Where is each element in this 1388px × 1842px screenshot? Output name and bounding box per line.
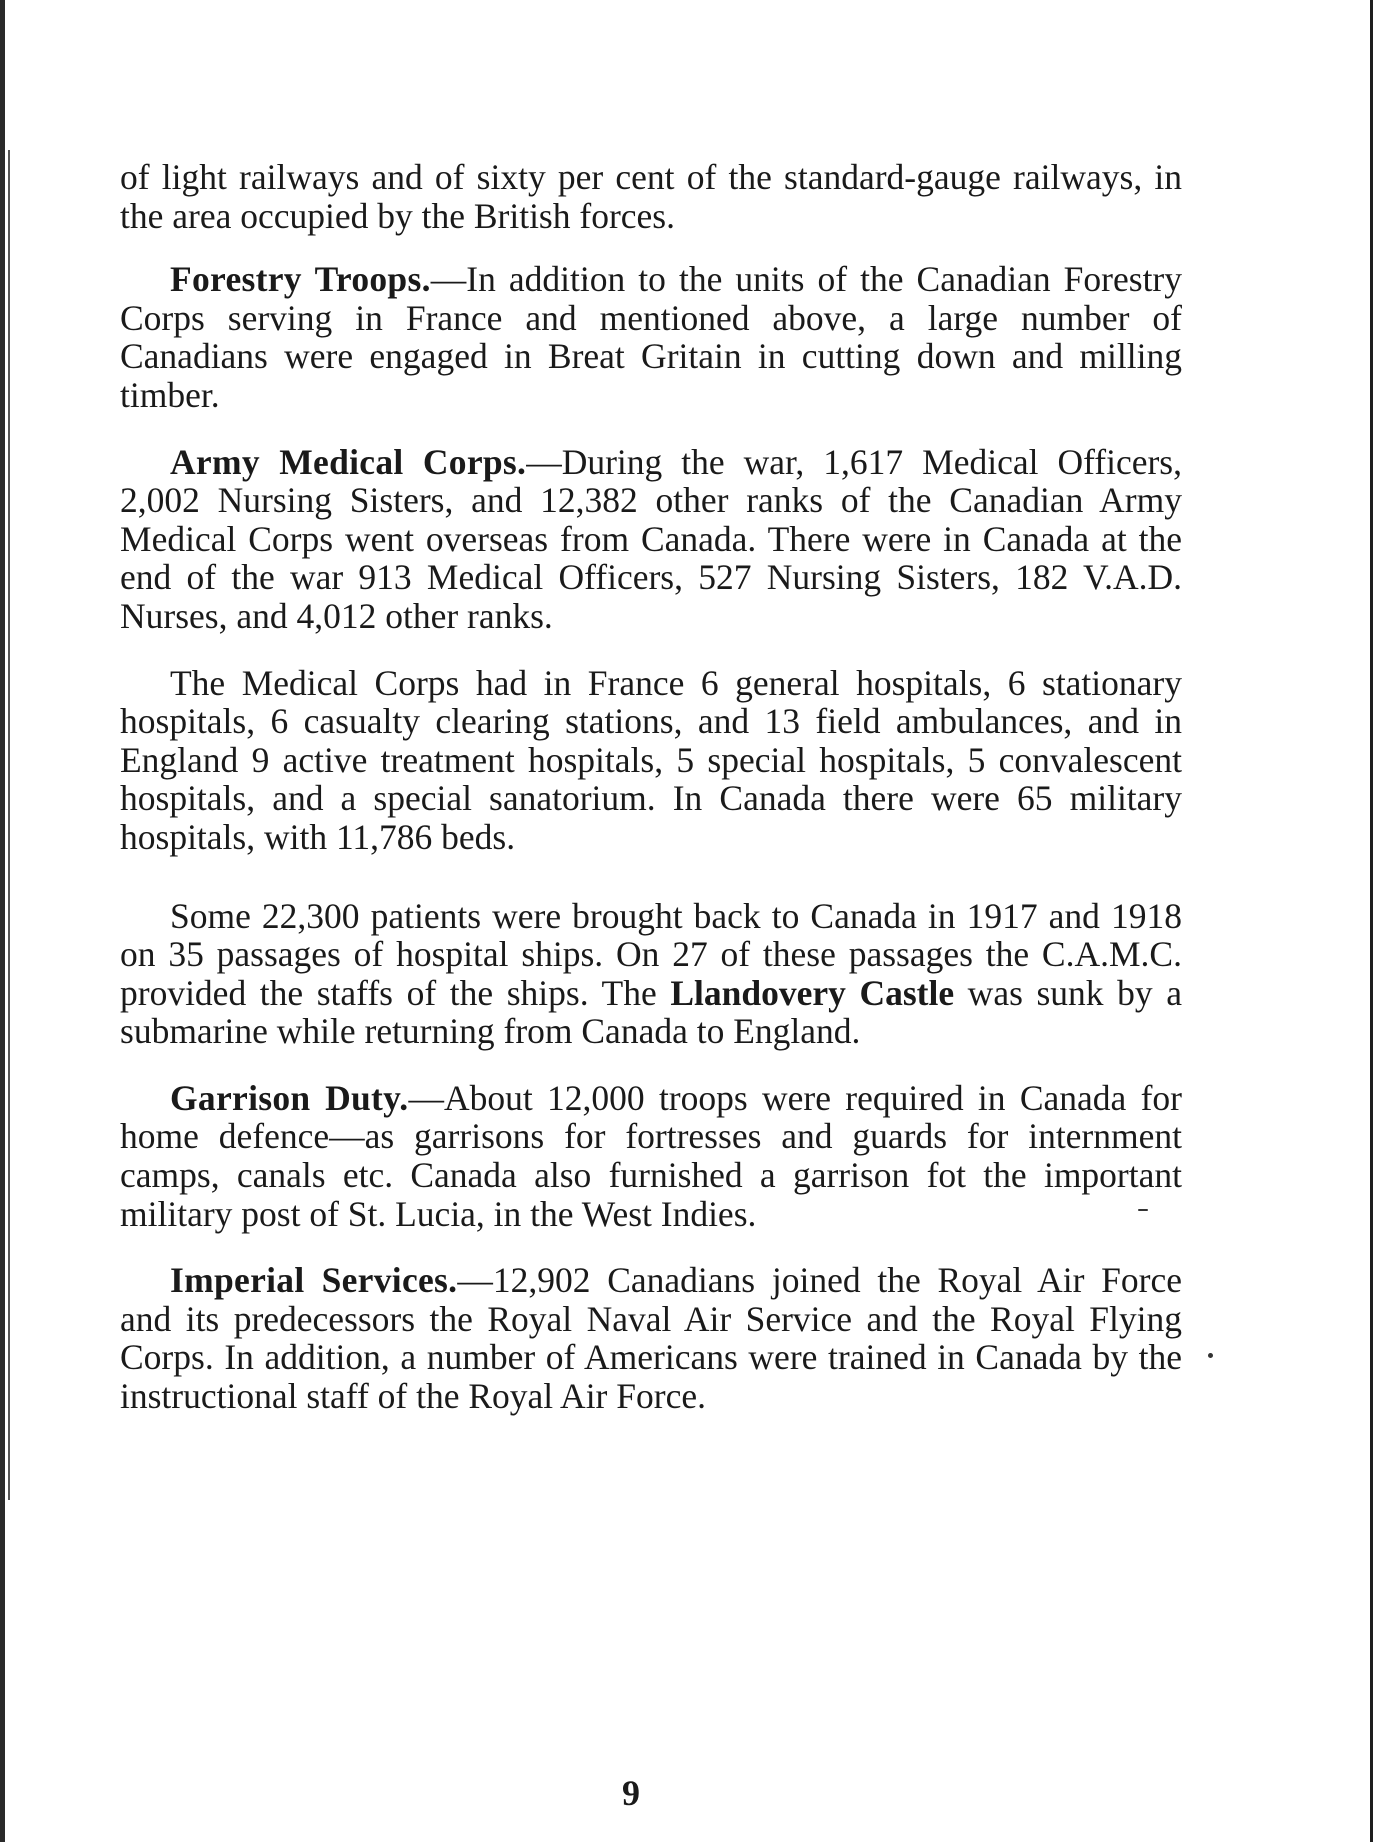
paragraph-text: —During the war, 1,617 Medical Officers, 2,002 Nursing Sisters, and 12,382 other ranks of the Canadian Army Medical Corps went overseas from Canada. There were in Canada at the end of the war 913 Medical Officers, 527 Nursing Sisters, 182 V.A.D. Nurses, and 4,012 other ranks.: [120, 441, 1182, 636]
scan-left-border-inner: [8, 150, 10, 1500]
scan-left-border: [0, 0, 5, 1842]
paragraph-medical-hospitals: [120, 664, 1182, 857]
section-heading: Imperial Services.: [170, 1260, 458, 1301]
scan-speck: [1208, 1353, 1213, 1358]
scan-right-border: [1370, 0, 1373, 1842]
paragraph-text: of light railways and of sixty per cent of the standard-gauge railways, in the area occupied by the British forces.: [120, 157, 1182, 236]
paragraph-text: —In addition to the units of the Canadian Forestry Corps serving in France and mentioned above, a large number of Canadians were engaged in Breat Gritain in cutting down and milling timber.: [120, 259, 1183, 415]
section-heading: Army Medical Corps.: [170, 441, 527, 482]
paragraph-hospital-ships: [120, 897, 1182, 1051]
page-body: [120, 158, 1182, 1416]
paragraph-forestry-troops: [120, 260, 1182, 414]
section-heading: Garrison Duty.: [170, 1077, 409, 1118]
paragraph-text: Some 22,300 patients were brought back to Canada in 1917 and 1918 on 35 passages of hospital ships. On 27 of these passages the C.A.M.C. provided the staffs of the ships. The: [120, 895, 1182, 1013]
paragraph-garrison-duty: [120, 1079, 1182, 1233]
ship-name: Llandovery Castle: [670, 972, 955, 1013]
paragraph-imperial-services: [120, 1261, 1182, 1415]
paragraph-text: was sunk by a submarine while returning from Canada to England.: [120, 972, 1182, 1052]
paragraph-railways: [120, 158, 1182, 235]
page-number: 9: [622, 1773, 640, 1813]
paragraph-text: The Medical Corps had in France 6 general hospitals, 6 stationary hospitals, 6 casualty clearing stations, and 13 field ambulances, and in England 9 active treatment hospitals, 5 special hospitals, 5 convalescent hospitals, and a special sanatorium. In Canada there were 65 military hospitals, with 11,786 beds.: [120, 662, 1182, 857]
paragraph-army-medical-corps: [120, 443, 1182, 636]
section-heading: Forestry Troops.: [170, 259, 431, 300]
paragraph-text: —About 12,000 troops were required in Canada for home defence—as garrisons for fortresses and guards for internment camps, canals etc. Canada also furnished a garrison fot the important military post of St. Lucia, in the West Indies.: [120, 1077, 1182, 1234]
paragraph-text: —12,902 Canadians joined the Royal Air Force and its predecessors the Royal Naval Air Service and the Royal Flying Corps. In addition, a number of Americans were trained in Canada by the instructional staff of the Royal Air Force.: [120, 1260, 1183, 1417]
